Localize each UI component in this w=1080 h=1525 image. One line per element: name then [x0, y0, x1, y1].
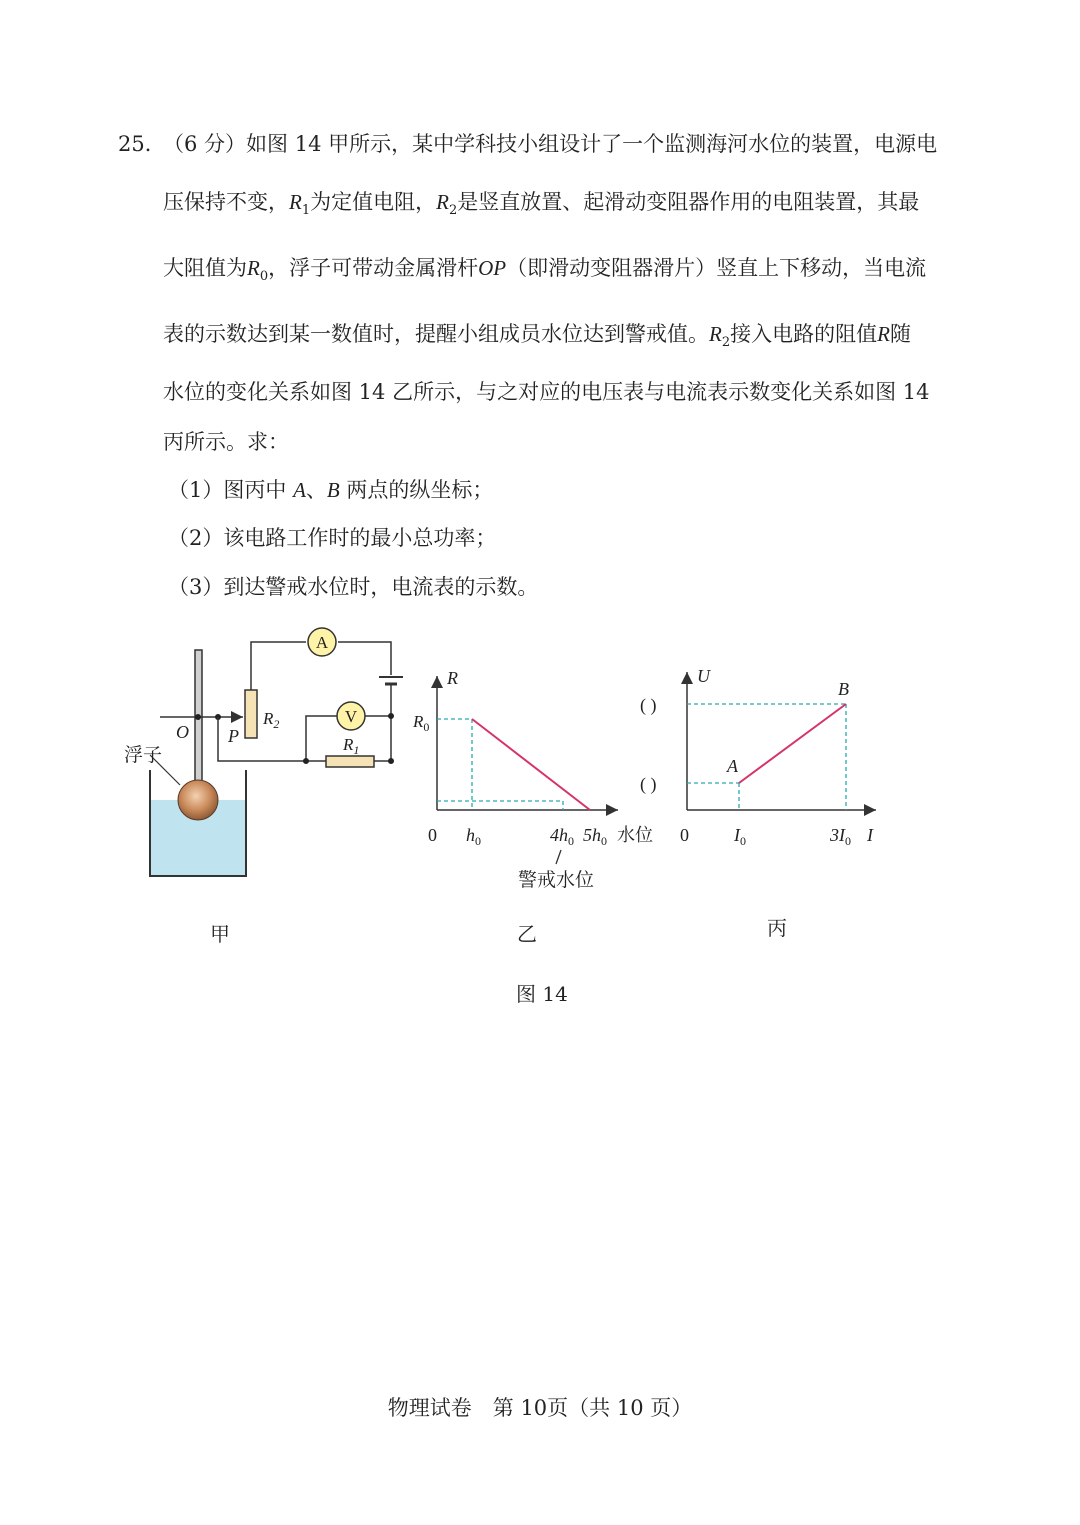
- bing-3i0: $3I_0$: [830, 825, 851, 848]
- voltage-current-line: [739, 704, 846, 783]
- yi-4h0: $4h_0$: [550, 825, 574, 848]
- yi-h0: $h_0$: [466, 825, 481, 848]
- sub-question-2: （2）该电路工作时的最小总功率；: [168, 526, 497, 550]
- question-line-3: 大阻值为$R_0$，浮子可带动金属滑杆OP（即滑动变阻器滑片）竖直上下移动，当电流: [163, 256, 927, 285]
- graph-bing: [640, 666, 876, 848]
- question-line-1: （6 分）如图 14 甲所示，某中学科技小组设计了一个监测海河水位的装置，电源电: [163, 132, 938, 156]
- yi-warning-label: 警戒水位: [518, 870, 595, 891]
- question-number: 25．: [118, 132, 166, 156]
- caption-jia: 甲: [210, 922, 230, 946]
- bing-blank-lower: ( ): [640, 774, 657, 794]
- r2-label: $R_2$: [263, 709, 280, 731]
- bing-y-axis-label: U: [697, 666, 710, 686]
- ammeter-label: A: [315, 633, 329, 652]
- question-line-4: 表的示数达到某一数值时，提醒小组成员水位达到警戒值。$R_2$接入电路的阻值R随: [163, 322, 911, 351]
- float-ball: [178, 780, 218, 820]
- question-line-2: 压保持不变，$R_1$为定值电阻，$R_2$是竖直放置、起滑动变阻器作用的电阻装置，其最: [163, 190, 920, 219]
- p-label: P: [228, 726, 239, 746]
- caption-bing: 丙: [767, 916, 787, 940]
- yi-origin: 0: [428, 825, 437, 845]
- resistor-r1: [326, 756, 374, 767]
- bing-x-axis-label: I: [867, 825, 873, 845]
- figure-caption: 图 14: [516, 982, 568, 1006]
- figure-14: [0, 620, 1080, 940]
- page-footer: 物理试卷 第 10页（共 10 页）: [387, 1396, 693, 1420]
- yi-y-axis-label: R: [447, 668, 458, 688]
- yi-x-axis-label: 水位: [617, 825, 653, 845]
- sub-question-3: （3）到达警戒水位时，电流表的示数。: [168, 575, 539, 599]
- float-label: 浮子: [124, 745, 163, 766]
- bing-i0: $I_0$: [734, 825, 746, 848]
- bing-point-a: A: [727, 756, 738, 776]
- graph-yi: [412, 668, 653, 891]
- resistor-r2: [245, 690, 257, 738]
- question-line-6: 丙所示。求：: [163, 430, 289, 454]
- question-line-5: 水位的变化关系如图 14 乙所示，与之对应的电压表与电流表示数变化关系如图 14: [163, 380, 930, 404]
- voltmeter-label: V: [344, 707, 358, 726]
- r1-label: $R_1$: [343, 735, 360, 757]
- bing-point-b: B: [838, 679, 849, 699]
- bing-blank-upper: ( ): [640, 695, 657, 715]
- yi-5h0: $5h_0$: [583, 825, 607, 848]
- bing-origin: 0: [680, 825, 689, 845]
- sub-question-1: （1）图丙中 A、B 两点的纵坐标；: [168, 478, 494, 502]
- caption-yi: 乙: [517, 922, 537, 946]
- resistance-line: [472, 719, 590, 810]
- circuit-diagram: [124, 628, 403, 876]
- o-label: O: [176, 722, 189, 742]
- yi-r0-label: $R_0$: [413, 712, 430, 734]
